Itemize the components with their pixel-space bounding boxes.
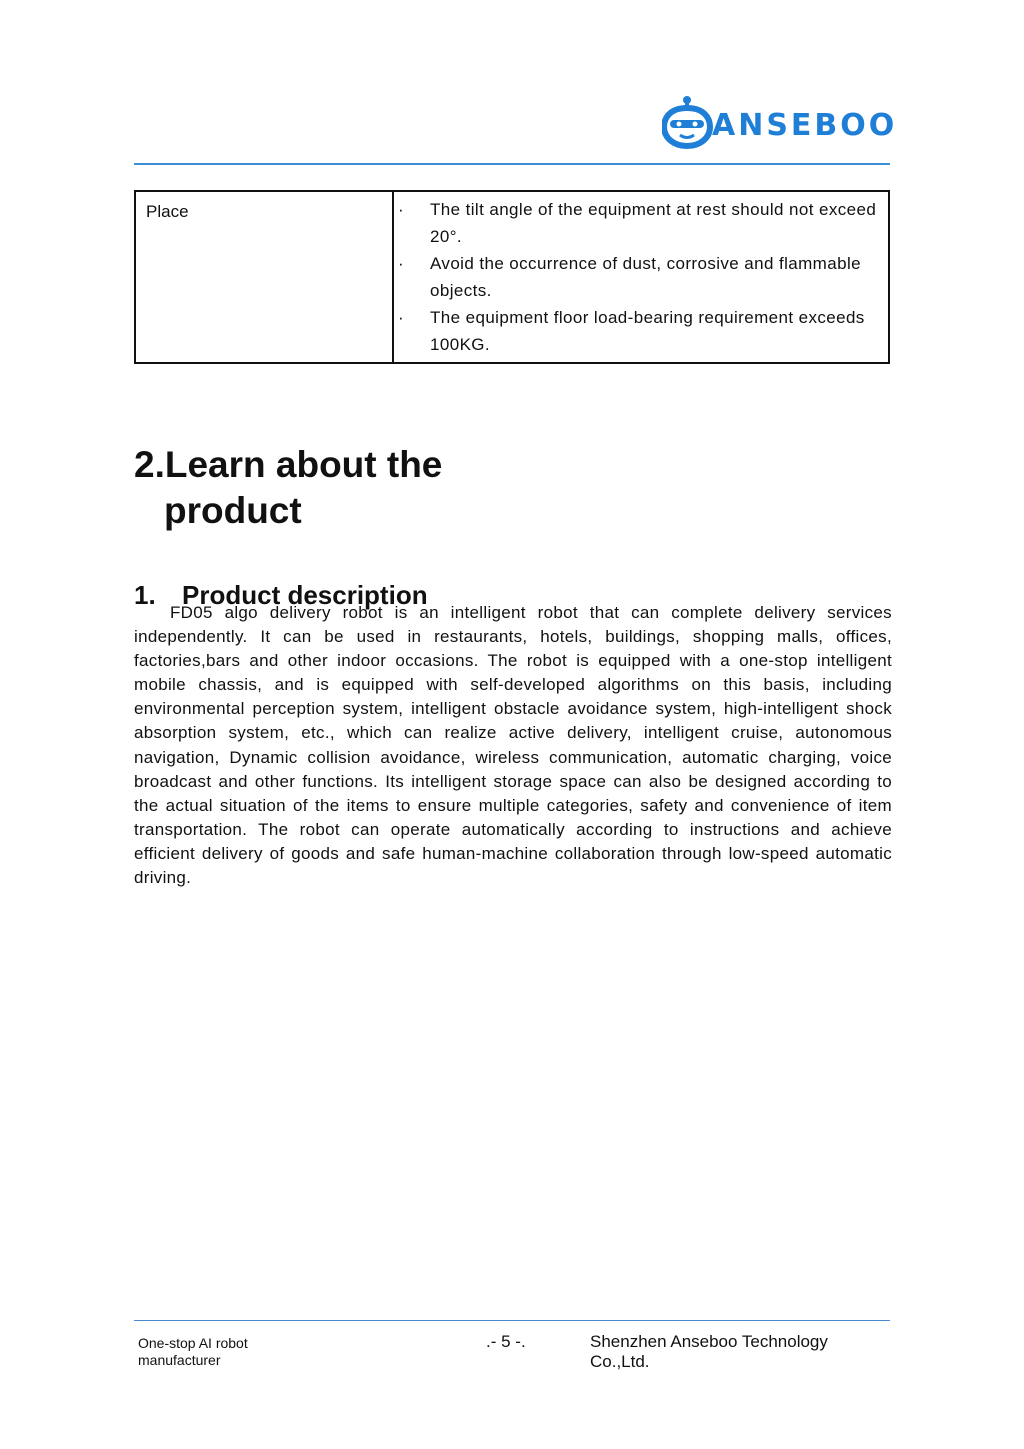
product-description-paragraph: FD05 algo delivery robot is an intelligent robot that can complete delivery services independently. It can be used in restaurants, hotels, buildings, shopping malls, offices, factories,bars and other indoor occasions. The robot is equipped with a one-stop intelligent mobile chassis, and is equipped with self-developed algorithms on this basis, including environmental perception system, intelligent obstacle avoidance system, high-intelligent shock absorption system, etc., which can realize active delivery, intelligent cruise, autonomous navigation, Dynamic collision avoidance, wireless communication, automatic charging, voice broadcast and other functions. Its intelligent storage space can also be designed according to the actual situation of the items to ensure multiple categories, safety and convenience of item transportation. The robot can operate automatically according to instructions and achieve efficient delivery of goods and safe human-machine collaboration through low-speed automatic driving. [134,603,892,888]
logo-text: ANSEBOO [712,108,898,143]
section-heading [134,442,442,534]
bullet-icon: · [398,254,405,273]
place-label: Place [146,202,189,221]
page-number: .- 5 -. [486,1332,526,1351]
bullet-icon: · [398,200,405,219]
heading-line-2: product [164,490,302,531]
subsection-title: Product description [182,580,428,610]
list-item: · Avoid the occurrence of dust, corrosive and flammable objects. [398,250,882,304]
header-divider [134,163,890,165]
bullet-icon: · [398,308,405,327]
footer-divider [134,1320,890,1321]
footer-tagline: One-stop AI robot manufacturer [138,1335,248,1368]
heading-line-1: 2.Learn about the [134,444,443,485]
footer-company: Shenzhen Anseboo Technology Co.,Ltd. [590,1332,828,1371]
subsection-number: 1. [134,580,156,610]
list-item: · The equipment floor load-bearing requirement exceeds 100KG. [398,304,882,358]
requirements-list [398,196,882,358]
list-item: · The tilt angle of the equipment at rest should not exceed 20°. [398,196,882,250]
table-label-cell [136,192,394,362]
subsection-heading [134,580,428,611]
environment-table [134,190,890,364]
